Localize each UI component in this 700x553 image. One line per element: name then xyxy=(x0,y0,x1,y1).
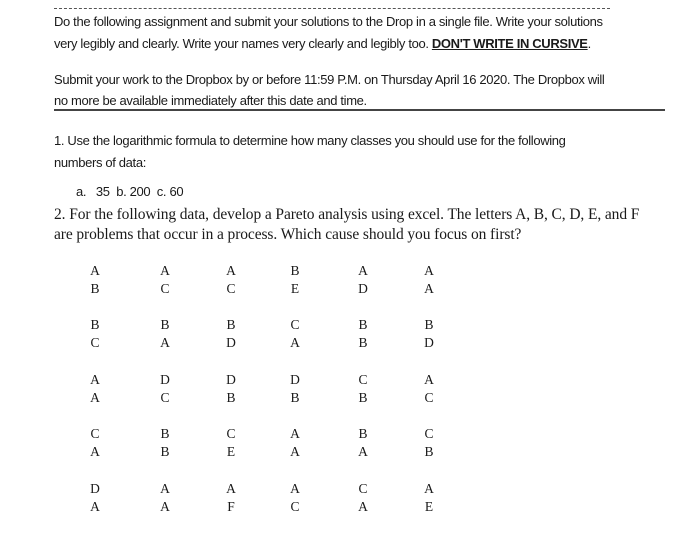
grid-cell: C xyxy=(358,481,368,496)
grid-cell: A xyxy=(358,444,368,459)
grid-cell: C xyxy=(226,281,236,296)
grid-cell: C xyxy=(160,281,170,296)
grid-cell: B xyxy=(358,390,368,405)
deadline-line-2: no more be available immediately after this date and time. xyxy=(54,93,367,108)
grid-cell: B xyxy=(290,263,300,278)
grid-cell: A xyxy=(290,481,300,496)
grid-cell: B xyxy=(358,426,368,441)
no-cursive-warning: DON'T WRITE IN CURSIVE xyxy=(431,36,588,51)
grid-cell: A xyxy=(160,335,170,350)
grid-cell: D xyxy=(90,481,100,496)
grid-cell: B xyxy=(358,317,368,332)
grid-cell: C xyxy=(226,426,236,441)
grid-cell: A xyxy=(90,372,100,387)
grid-cell: C xyxy=(160,390,170,405)
instructions-line-2 xyxy=(54,36,591,51)
grid-cell: B xyxy=(424,317,434,332)
grid-cell: B xyxy=(160,426,170,441)
period: . xyxy=(587,36,591,51)
grid-cell: B xyxy=(160,317,170,332)
grid-cell: E xyxy=(424,499,434,514)
grid-cell: E xyxy=(290,281,300,296)
grid-cell: A xyxy=(226,263,236,278)
instructions-line-1: Do the following assignment and submit your solutions to the Drop in a single file. Write your solutions xyxy=(54,14,603,29)
grid-cell: A xyxy=(290,426,300,441)
section-divider xyxy=(54,109,665,111)
grid-cell: A xyxy=(358,499,368,514)
grid-cell: C xyxy=(290,499,300,514)
grid-cell: A xyxy=(90,444,100,459)
grid-cell: C xyxy=(424,426,434,441)
grid-cell: A xyxy=(424,263,434,278)
grid-cell: D xyxy=(358,281,368,296)
grid-cell: A xyxy=(90,263,100,278)
grid-cell: A xyxy=(160,499,170,514)
grid-cell: C xyxy=(290,317,300,332)
grid-cell: B xyxy=(290,390,300,405)
grid-cell: A xyxy=(358,263,368,278)
grid-cell: D xyxy=(290,372,300,387)
question-1-options: a. 35 b. 200 c. 60 xyxy=(76,184,184,199)
question-1-line-1: 1. Use the logarithmic formula to determine how many classes you should use for the following xyxy=(54,133,566,148)
grid-cell: A xyxy=(424,481,434,496)
grid-cell: C xyxy=(358,372,368,387)
grid-cell: D xyxy=(424,335,434,350)
grid-cell: B xyxy=(160,444,170,459)
grid-cell: A xyxy=(290,444,300,459)
deadline-line-1: Submit your work to the Dropbox by or before 11:59 P.M. on Thursday April 16 2020. The Dropbox will xyxy=(54,72,605,87)
grid-cell: C xyxy=(90,335,100,350)
grid-cell: A xyxy=(90,499,100,514)
grid-cell: A xyxy=(424,372,434,387)
grid-cell: D xyxy=(160,372,170,387)
grid-cell: B xyxy=(226,317,236,332)
grid-cell: F xyxy=(227,499,235,514)
grid-cell: D xyxy=(226,372,236,387)
grid-cell: A xyxy=(160,481,170,496)
grid-cell: C xyxy=(424,390,434,405)
grid-cell: A xyxy=(290,335,300,350)
grid-cell: E xyxy=(226,444,236,459)
grid-cell: B xyxy=(424,444,434,459)
grid-cell: B xyxy=(90,317,100,332)
grid-cell: A xyxy=(160,263,170,278)
grid-cell: A xyxy=(424,281,434,296)
grid-cell: B xyxy=(90,281,100,296)
question-2-line-1: 2. For the following data, develop a Pareto analysis using excel. The letters A, B, C, D, E, and F xyxy=(54,206,640,223)
grid-cell: B xyxy=(358,335,368,350)
grid-cell: A xyxy=(90,390,100,405)
grid-cell: D xyxy=(226,335,236,350)
grid-cell: C xyxy=(90,426,100,441)
instructions-text: very legibly and clearly. Write your names very clearly and legibly too. xyxy=(54,36,432,51)
grid-cell: A xyxy=(226,481,236,496)
question-1-line-2: numbers of data: xyxy=(54,155,146,170)
grid-cell: B xyxy=(226,390,236,405)
question-2-line-2: are problems that occur in a process. Which cause should you focus on first? xyxy=(54,226,522,243)
dashed-divider xyxy=(54,8,610,9)
